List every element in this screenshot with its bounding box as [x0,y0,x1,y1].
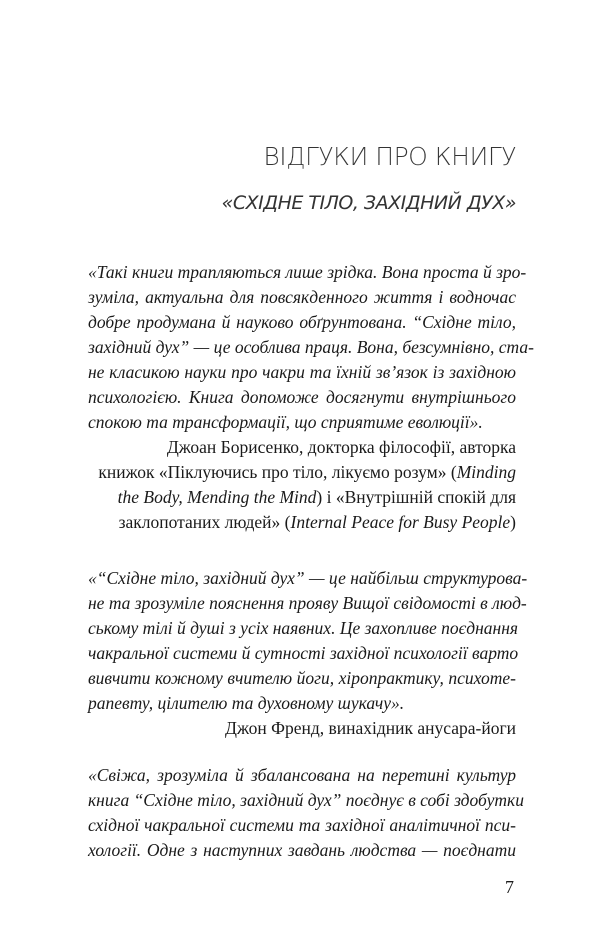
text-segment: Minding [456,462,516,482]
text-segment: західний дух” — це особлива праця. Вона, безсумнівно, ста- [88,337,534,357]
text-segment: книга “Східне тіло, західний дух” поєднує в собі здобутки [88,790,524,810]
quote-line [88,567,528,589]
text-segment: східної чакральної системи та західної аналітичної пси- [88,815,516,835]
text-segment: «Такі книги трапляються лише зрідка. Вона проста й зро- [88,262,527,282]
attribution-line [88,511,516,533]
text-segment: ) і «Внутрішній спокій для [316,487,516,507]
quote-line [88,839,516,861]
text-segment: чакральної системи й сутності західної психології варто [88,643,519,663]
text-segment: добре продумана й науково обґрунтована. “Східне тіло, [88,312,516,332]
quote-line [88,386,516,408]
text-segment: «“Східне тіло, західний дух” — це найбільш структурова- [88,568,528,588]
text-segment: Джон Френд, винахідник анусара-йоги [225,718,516,738]
text-segment: хології. Одне з наступних завдань людства — поєднати [88,840,516,860]
text-segment: Джоан Борисенко, докторка філософії, авторка [166,437,516,457]
text-segment: ) [510,512,516,532]
text-segment: вивчити кожному вчителю йоги, хіропрактику, психоте- [88,668,516,688]
quote-line [88,336,534,358]
text-segment: «Свіжа, зрозуміла й збалансована на перетині культур [88,765,516,785]
attribution-line [88,461,516,483]
text-segment: заклопотаних людей» ( [118,512,291,532]
text-segment: психологією. Книга допоможе досягнути внутрішнього [88,387,516,407]
quote-line [88,764,516,786]
attribution-line [88,717,516,739]
quote-line [88,361,516,383]
section-title: ВІДГУКИ ПРО КНИГУ [263,142,516,171]
quote-line [88,642,519,664]
text-segment: ському тілі й душі з усіх наявних. Це захопливе поєднання [88,618,519,638]
quote-line [88,617,519,639]
text-segment: рапевту, цілителю та духовному шукачу». [88,693,405,713]
quote-line [88,261,527,283]
text-segment: не класикою науки про чакри та їхній зв’язок із західною [88,362,516,382]
text-segment: не та зрозуміле пояснення прояву Вищої свідомості в люд- [88,593,527,613]
quote-line [88,286,516,308]
text-segment: the Body, Mending the Mind [117,487,317,507]
attribution-line [88,486,516,508]
text-segment: спокою та трансформації, що сприятиме еволюції». [88,412,483,432]
quote-line [88,814,516,836]
page-number: 7 [505,877,514,897]
text-segment: зуміла, актуальна для повсякденного життя і водночас [88,287,516,307]
text-segment: книжок «Піклуючись про тіло, лікуємо розум» ( [98,462,457,482]
section-subtitle: «СХІДНЕ ТІЛО, ЗАХІДНИЙ ДУХ» [221,192,516,214]
quote-line [88,789,524,811]
quote-line [88,411,516,433]
quote-line [88,667,516,689]
quote-line [88,592,527,614]
text-segment: Internal Peace for Busy People [290,512,511,532]
quote-line [88,692,516,714]
quote-line [88,311,516,333]
attribution-line [88,436,516,458]
